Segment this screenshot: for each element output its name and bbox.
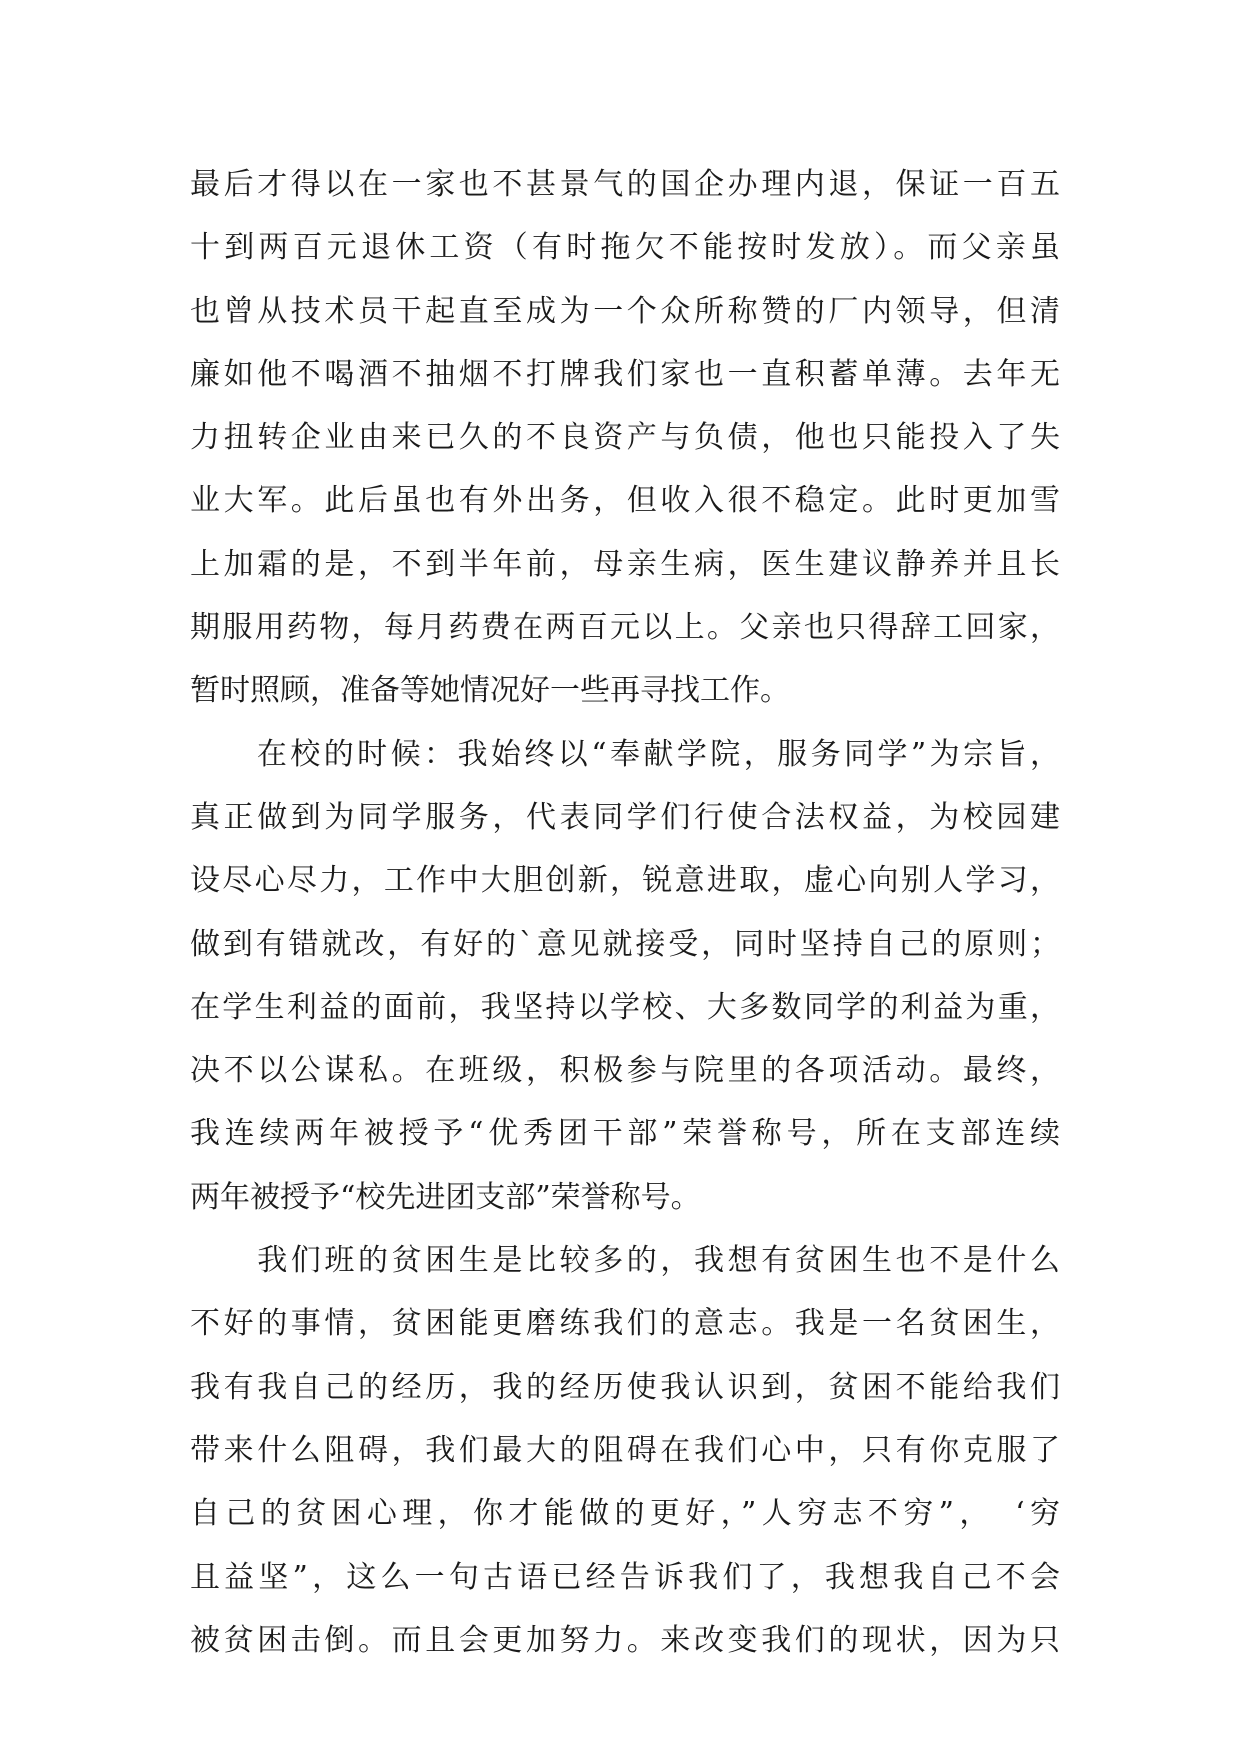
text-line: 也曾从技术员干起直至成为一个众所称赞的厂内领导，但清 (190, 293, 1060, 329)
text-line: 设尽心尽力，工作中大胆创新，锐意进取，虚心向别人学习， (190, 863, 1060, 899)
paragraph-poverty (190, 1236, 1060, 1666)
text-line: 决不以公谋私。在班级，积极参与院里的各项活动。最终， (190, 1053, 1060, 1089)
text-line: 带来什么阻碍，我们最大的阻碍在我们心中，只有你克服了 (190, 1432, 1060, 1468)
text-line: 真正做到为同学服务，代表同学们行使合法权益，为校园建 (190, 799, 1060, 835)
text-line: 在校的时候：我始终以“奉献学院，服务同学”为宗旨， (190, 736, 1060, 772)
paragraph-family-situation (190, 160, 1060, 716)
document-body (190, 160, 1060, 1679)
text-line: 不好的事情，贫困能更磨练我们的意志。我是一名贫困生， (190, 1306, 1060, 1342)
text-line: 被贫困击倒。而且会更加努力。来改变我们的现状，因为只 (190, 1622, 1060, 1658)
paragraph-school-work (190, 730, 1060, 1223)
text-line: 廉如他不喝酒不抽烟不打牌我们家也一直积蓄单薄。去年无 (190, 356, 1060, 392)
text-line: 两年被授予“校先进团支部”荣誉称号。 (190, 1179, 701, 1215)
text-line: 我有我自己的经历，我的经历使我认识到，贫困不能给我们 (190, 1369, 1060, 1405)
text-line: 十到两百元退休工资（有时拖欠不能按时发放）。而父亲虽 (190, 230, 1060, 266)
text-line: 业大军。此后虽也有外出务，但收入很不稳定。此时更加雪 (190, 483, 1060, 519)
text-line: 我连续两年被授予“优秀团干部”荣誉称号，所在支部连续 (190, 1116, 1060, 1152)
text-line: 自己的贫困心理，你才能做的更好，”人穷志不穷”， ‘穷 (190, 1496, 1060, 1532)
text-line: 力扭转企业由来已久的不良资产与负债，他也只能投入了失 (190, 420, 1060, 456)
text-line: 在学生利益的面前，我坚持以学校、大多数同学的利益为重， (190, 989, 1060, 1025)
text-line: 我们班的贫困生是比较多的，我想有贫困生也不是什么 (190, 1243, 1060, 1279)
text-line: 且益坚”，这么一句古语已经告诉我们了，我想我自己不会 (190, 1559, 1060, 1595)
text-line: 最后才得以在一家也不甚景气的国企办理内退，保证一百五 (190, 167, 1060, 202)
text-line: 做到有错就改，有好的`意见就接受，同时坚持自己的原则； (190, 926, 1060, 962)
text-line: 期服用药物，每月药费在两百元以上。父亲也只得辞工回家， (190, 610, 1060, 646)
text-line: 上加霜的是，不到半年前，母亲生病，医生建议静养并且长 (190, 546, 1060, 582)
text-line: 暂时照顾，准备等她情况好一些再寻找工作。 (190, 673, 790, 709)
